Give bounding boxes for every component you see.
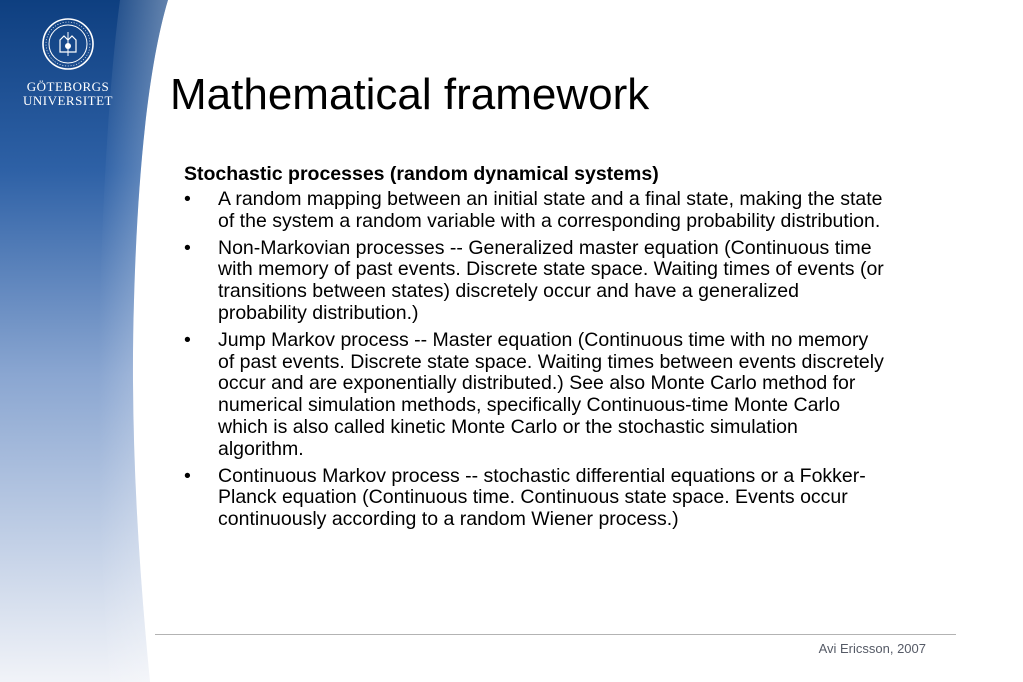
bullet-marker: • (184, 464, 191, 487)
bullet-text: A random mapping between an initial state and a final state, making the state of the system a random variable with a corresponding probability distribution. (218, 188, 883, 232)
slide-title: Mathematical framework (170, 70, 650, 119)
section-subheading: Stochastic processes (random dynamical systems) (184, 163, 659, 185)
bullet-item-random-mapping (184, 189, 884, 233)
bullet-item-jump-markov (184, 330, 884, 461)
bullet-marker: • (184, 188, 191, 210)
university-logo (18, 18, 118, 108)
bullet-text: Non-Markovian processes -- Generalized master equation (Continuous time with memory of past events. Discrete state space. Waiting times of events (or transitions between states) discretely occur and have a generalized probability distribution.) (218, 236, 884, 324)
footer-divider (155, 634, 956, 635)
university-seal-icon (42, 18, 94, 70)
bullet-text: Jump Markov process -- Master equation (Continuous time with no memory of past events. Discrete state space. Waiting times between events discretely occur and are exponentially distributed.) See also Monte Carlo method for numerical simulation methods, specifically Continuous-time Monte Carlo which is also called kinetic Monte Carlo or the stochastic simulation algorithm. (218, 328, 884, 460)
bullet-item-non-markovian (184, 238, 884, 325)
logo-text-line2: UNIVERSITET (23, 93, 113, 108)
bullet-text: Continuous Markov process -- stochastic differential equations or a Fokker-Planck equation (Continuous time. Continuous state space. Events occur continuously according to a random Wiener process.) (218, 464, 866, 531)
slide-content (184, 163, 884, 536)
bullet-list (184, 189, 884, 531)
bullet-item-continuous-markov (184, 466, 884, 531)
footer-credit: Avi Ericsson, 2007 (818, 641, 926, 656)
bullet-marker: • (184, 236, 191, 259)
bullet-marker: • (184, 328, 191, 351)
logo-text-line1: GÖTEBORGS (26, 79, 110, 94)
